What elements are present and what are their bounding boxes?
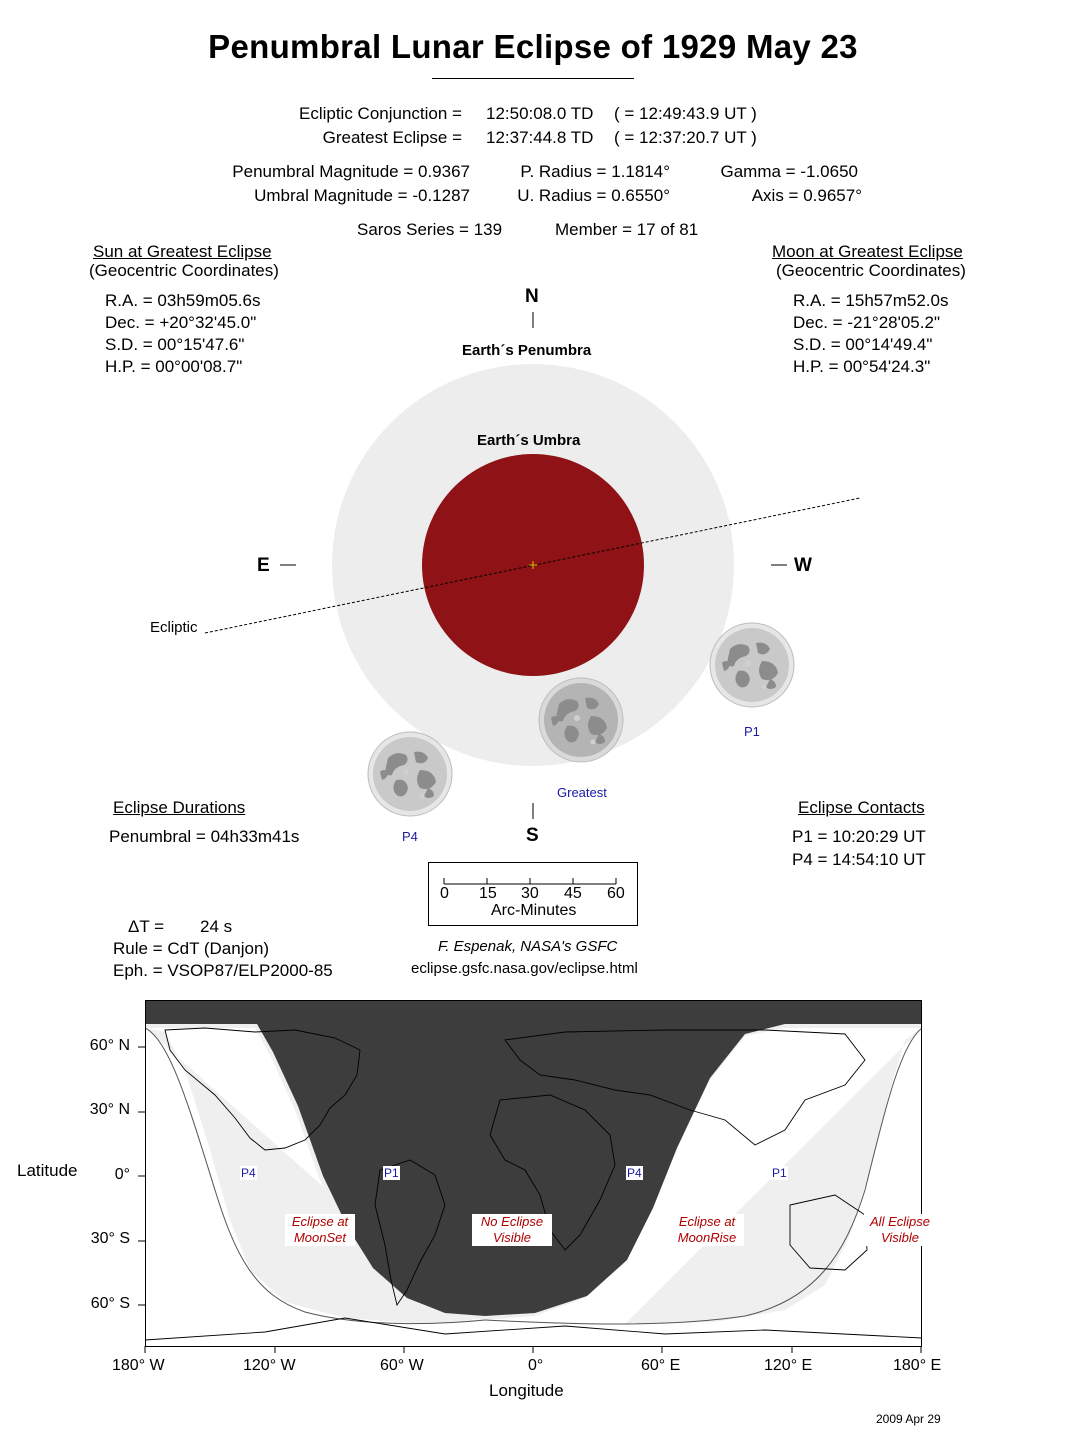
map-p4-label: P4 <box>627 1166 642 1180</box>
moon-heading: Moon at Greatest Eclipse <box>772 242 963 261</box>
lat-tick-30s: 30° S <box>90 1230 130 1247</box>
lon-tick-0: 0° <box>528 1357 544 1374</box>
umbra-radius: U. Radius = 0.6550° <box>517 186 670 205</box>
map-p1-east-label: P1 <box>772 1166 787 1180</box>
conjunction-label: Ecliptic Conjunction = <box>298 104 462 123</box>
lon-tick-60w: 60° W <box>380 1357 424 1374</box>
ephemeris-value: Eph. = VSOP87/ELP2000-85 <box>113 961 333 980</box>
moon-p1 <box>710 623 794 707</box>
region-all-eclipse-label: All Eclipse Visible <box>864 1214 936 1246</box>
penumbral-duration: Penumbral = 04h33m41s <box>109 827 300 846</box>
moon-hp: H.P. = 00°54'24.3" <box>793 357 931 376</box>
date-stamp: 2009 Apr 29 <box>876 1412 941 1426</box>
contact-p1: P1 = 10:20:29 UT <box>792 827 926 846</box>
lat-tick-30n: 30° N <box>89 1101 130 1118</box>
lat-tick-60s: 60° S <box>90 1295 130 1312</box>
penumbra-radius: P. Radius = 1.1814° <box>520 162 670 181</box>
conjunction-ut: ( = 12:49:43.9 UT ) <box>614 104 757 123</box>
delta-t-label: ΔT = <box>128 917 165 936</box>
credit-url: eclipse.gsfc.nasa.gov/eclipse.html <box>411 960 638 977</box>
lon-tick-180w: 180° W <box>112 1357 165 1374</box>
greatest-label: Greatest Eclipse = <box>322 128 462 147</box>
sun-heading: Sun at Greatest Eclipse <box>93 242 272 261</box>
north-label: N <box>525 286 539 307</box>
umbra-label: Earth´s Umbra <box>477 432 581 449</box>
scale-tick-60: 60 <box>607 885 625 902</box>
saros-member: Member = 17 of 81 <box>555 220 699 239</box>
west-label: W <box>794 555 812 576</box>
longitude-axis-title: Longitude <box>489 1381 564 1400</box>
credit-author: F. Espenak, NASA's GSFC <box>438 938 618 955</box>
sun-dec: Dec. = +20°32'45.0" <box>105 313 257 332</box>
scale-tick-0: 0 <box>440 885 449 902</box>
contacts-heading: Eclipse Contacts <box>798 798 925 817</box>
latitude-axis-title: Latitude <box>17 1161 78 1180</box>
scale-tick-30: 30 <box>521 885 539 902</box>
delta-t-value: 24 s <box>200 917 233 936</box>
scale-tick-15: 15 <box>479 885 497 902</box>
saros-series: Saros Series = 139 <box>357 220 503 239</box>
greatest-moon-label: Greatest <box>557 785 607 800</box>
penumbra-label: Earth´s Penumbra <box>462 342 592 359</box>
moon-p4 <box>368 732 452 816</box>
umbral-magnitude: Umbral Magnitude = -0.1287 <box>254 186 470 205</box>
durations-heading: Eclipse Durations <box>113 798 246 817</box>
sun-subheading: (Geocentric Coordinates) <box>89 261 279 280</box>
greatest-ut: ( = 12:37:20.7 UT ) <box>614 128 757 147</box>
moon-greatest <box>539 678 623 762</box>
lon-tick-120w: 120° W <box>243 1357 296 1374</box>
sun-hp: H.P. = 00°00'08.7" <box>105 357 243 376</box>
map-p4-west-label: P4 <box>241 1166 256 1180</box>
scale-unit-label: Arc-Minutes <box>491 902 577 919</box>
map-p1-label: P1 <box>384 1166 399 1180</box>
conjunction-td: 12:50:08.0 TD <box>486 104 594 123</box>
rule-value: Rule = CdT (Danjon) <box>113 939 270 958</box>
p1-moon-label: P1 <box>744 724 760 739</box>
contact-p4: P4 = 14:54:10 UT <box>792 850 926 869</box>
region-moonset-label: Eclipse at MoonSet <box>285 1214 355 1246</box>
lon-tick-60e: 60° E <box>641 1357 681 1374</box>
p4-moon-label: P4 <box>402 829 418 844</box>
lat-tick-60n: 60° N <box>89 1037 130 1054</box>
east-label: E <box>257 555 270 576</box>
scale-tick-45: 45 <box>564 885 582 902</box>
moon-subheading: (Geocentric Coordinates) <box>776 261 966 280</box>
page-title: Penumbral Lunar Eclipse of 1929 May 23 <box>208 28 858 65</box>
map-tick-marks <box>135 995 935 1365</box>
axis-value: Axis = 0.9657° <box>751 186 862 205</box>
moon-sd: S.D. = 00°14'49.4" <box>793 335 933 354</box>
sun-sd: S.D. = 00°15'47.6" <box>105 335 245 354</box>
greatest-td: 12:37:44.8 TD <box>486 128 594 147</box>
moon-dec: Dec. = -21°28'05.2" <box>793 313 940 332</box>
region-moonrise-label: Eclipse at MoonRise <box>670 1214 744 1246</box>
penumbral-magnitude: Penumbral Magnitude = 0.9367 <box>232 162 470 181</box>
region-no-eclipse-label: No Eclipse Visible <box>472 1214 552 1246</box>
ecliptic-label: Ecliptic <box>150 619 198 636</box>
gamma-value: Gamma = -1.0650 <box>720 162 858 181</box>
lon-tick-180e: 180° E <box>893 1357 942 1374</box>
lat-tick-0: 0° <box>114 1166 130 1183</box>
lon-tick-120e: 120° E <box>764 1357 813 1374</box>
south-label: S <box>526 825 539 846</box>
sun-ra: R.A. = 03h59m05.6s <box>105 291 261 310</box>
moon-ra: R.A. = 15h57m52.0s <box>793 291 949 310</box>
